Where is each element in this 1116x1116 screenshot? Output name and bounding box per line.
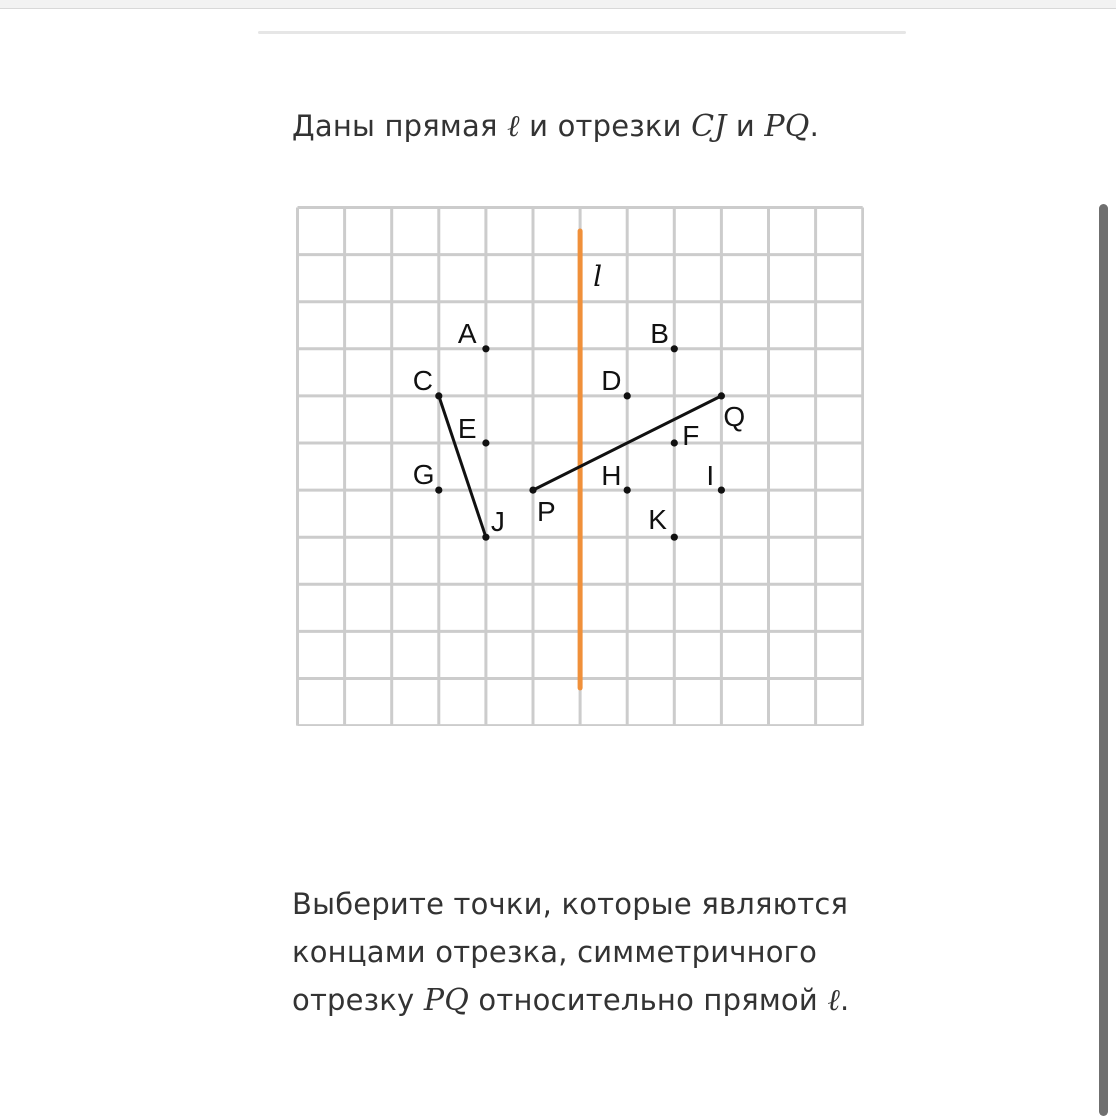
point-e	[482, 439, 489, 446]
question-line-3	[292, 976, 1012, 1025]
question-segment-pq: PQ	[423, 983, 469, 1018]
question-line-3-middle: относительно прямой	[469, 983, 828, 1017]
intro-suffix: .	[809, 109, 819, 143]
question-line-3-suffix: .	[840, 983, 850, 1017]
point-label-k: K	[648, 504, 667, 536]
grid-diagram	[296, 206, 864, 726]
scrollbar-thumb[interactable]	[1099, 204, 1108, 1116]
point-k	[671, 534, 678, 541]
point-j	[482, 534, 489, 541]
point-g	[435, 487, 442, 494]
point-label-p: P	[537, 496, 556, 528]
point-label-j: J	[490, 506, 505, 538]
point-label-d: D	[601, 364, 622, 396]
intro-and: и	[726, 109, 765, 143]
segment-pq: PQ	[764, 109, 810, 144]
point-i	[718, 487, 725, 494]
point-d	[624, 392, 631, 399]
question-line-symbol: ℓ	[827, 983, 841, 1018]
point-b	[671, 345, 678, 352]
point-label-q: Q	[723, 400, 746, 432]
point-a	[482, 345, 489, 352]
point-h	[624, 487, 631, 494]
point-c	[435, 392, 442, 399]
point-label-h: H	[601, 460, 622, 492]
point-f	[671, 439, 678, 446]
point-p	[529, 487, 536, 494]
header-divider	[258, 31, 906, 34]
point-label-e: E	[457, 413, 477, 444]
point-label-b: B	[650, 317, 669, 349]
point-label-a: A	[457, 317, 477, 349]
question-line-3-prefix: отрезку	[292, 983, 424, 1017]
intro-middle: и отрезки	[519, 109, 692, 143]
question-line-1: Выберите точки, которые являются	[292, 887, 849, 921]
question-line-2: концами отрезка, симметричного	[292, 935, 818, 969]
line-l-label: l	[593, 260, 603, 294]
point-label-f: F	[682, 420, 700, 451]
point-label-g: G	[412, 459, 435, 491]
point-q	[718, 392, 725, 399]
segment-cj: CJ	[691, 109, 727, 144]
window-top-edge	[0, 0, 1116, 9]
intro-prefix: Даны прямая	[292, 109, 508, 143]
diagram-canvas	[296, 206, 864, 726]
point-label-c: C	[412, 364, 434, 396]
line-symbol: ℓ	[507, 109, 520, 144]
point-label-i: I	[706, 460, 715, 492]
problem-statement	[292, 102, 1012, 151]
question-text	[292, 880, 1012, 1025]
